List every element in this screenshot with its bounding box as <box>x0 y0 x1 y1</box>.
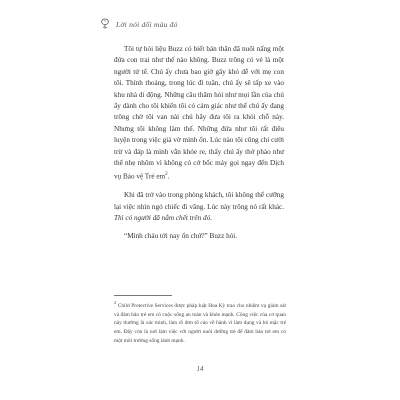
rose-ornament-icon <box>100 18 110 30</box>
paragraph-1: Tôi tự hỏi liệu Buzz có biết bản thân đã nuôi nấng một đứa con trai như thế nào không. Buzz trông có vẻ là một người tử tế. Chú ấy chưa bao giờ gây khó dễ với mẹ con tôi. Thỉnh thoảng, trong lúc đi tuần, chú ấy sẽ tấp xe vào khu nhà di động. Những câu thăm hỏi như mọi lần của chú ấy dành cho tôi khiến tôi có cảm giác như thể chú ấy đang trông chờ tôi van nài chú hãy đưa tôi ra khỏi chỗ này. Nhưng tôi không làm thế. Những đứa như tôi rất điêu luyện trong việc giả vờ mình ổn. Lúc nào tôi cũng chỉ cười trừ và đáp là mình vẫn khỏe re, thấy chú ấy thở phào như thể nhẹ nhõm vì không có cớ bốc máy gọi ngay đến Dịch vụ Bảo vệ Trẻ $em^2$. <box>114 45 284 181</box>
footnote-text: Child Protective Services được pháp luật Hoa Kỳ trao cho nhiệm vụ giám sát và đảm bảo trẻ em có cuộc sống an toàn và khỏe mạnh. Công việc của cơ quan này thường là xác minh, làm rõ đơn tố cáo về hành vi làm dụng và bỏ mặc trẻ em. Đây còn là nơi làm việc với người nuôi dưỡng trẻ để đảm bảo trẻ em có một môi trường sống lành mạnh. <box>114 302 286 344</box>
paragraph-3: “Mình cháu tới nay ổn chứ?” Buzz hỏi. <box>124 232 238 241</box>
page-number: 14 <box>196 365 204 373</box>
footnote-reference[interactable]: 2 <box>165 172 168 178</box>
main-text <box>114 44 284 250</box>
footnote-marker: 2 <box>114 300 117 305</box>
footnote <box>114 299 286 346</box>
paragraph-2: Khi đã trở vào trong phòng khách, tôi không thể cưỡng lại việc nhìn ngó chiếc đi văng. Lúc này trông nó rất khác. Thì có người đã nằm chết trên đó. <box>114 191 284 223</box>
italic-phrase: Thì có người đã nằm chết trên đó. <box>114 214 212 223</box>
footnote-divider <box>114 295 172 296</box>
running-header <box>100 18 178 30</box>
book-title: Lời nói dối màu đỏ <box>116 19 178 29</box>
